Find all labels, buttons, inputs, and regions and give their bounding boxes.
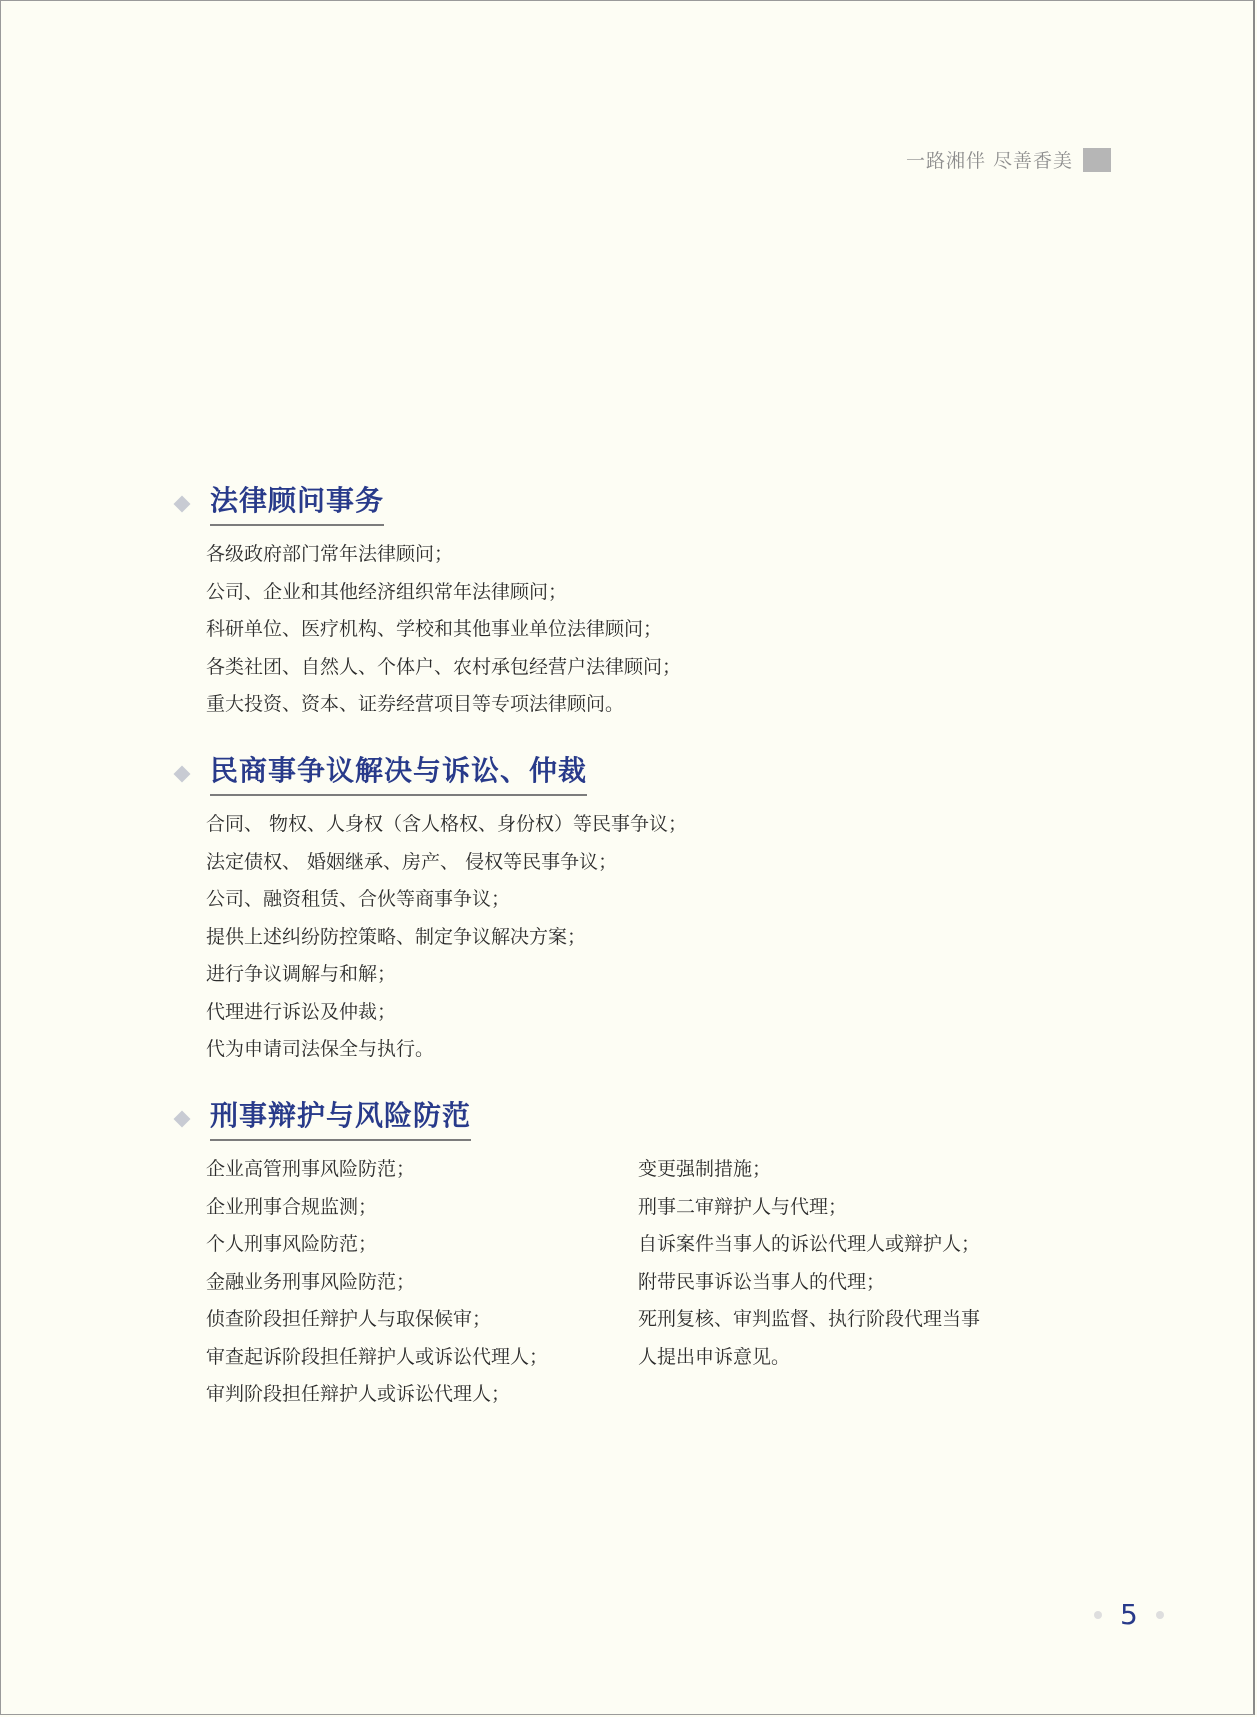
list-item: 侦查阶段担任辩护人与取保候审； — [206, 1308, 492, 1330]
list-item: 企业高管刑事风险防范； — [206, 1158, 416, 1180]
page-number-area — [1094, 1598, 1164, 1631]
diamond-bullet-icon — [174, 766, 191, 783]
item-list — [172, 806, 687, 1069]
list-item: 审判阶段担任辩护人或诉讼代理人； — [206, 1383, 511, 1405]
list-item: 代为申请司法保全与执行。 — [206, 1038, 435, 1060]
list-item: 进行争议调解与和解； — [206, 963, 397, 985]
list-item: 企业刑事合规监测； — [206, 1195, 378, 1218]
dot-right-icon — [1156, 1611, 1164, 1619]
list-item: 合同、 物权、人身权（含人格权、身份权）等民事争议； — [206, 813, 688, 835]
list-item: 法定债权、 婚姻继承、房产、 侵权等民事争议； — [206, 850, 618, 873]
diamond-bullet-icon — [174, 496, 191, 513]
right-column — [638, 1151, 980, 1414]
list-item: 个人刑事风险防范； — [206, 1233, 378, 1255]
list-item: 科研单位、医疗机构、学校和其他事业单位法律顾问； — [206, 618, 663, 640]
list-item: 死刑复核、审判监督、执行阶段代理当事 — [638, 1308, 981, 1330]
item-list — [172, 536, 681, 724]
list-item: 审查起诉阶段担任辩护人或诉讼代理人； — [206, 1345, 549, 1368]
list-item: 各级政府部门常年法律顾问； — [206, 543, 454, 565]
list-item: 人提出申诉意见。 — [638, 1345, 791, 1368]
list-item: 变更强制措施； — [638, 1158, 772, 1180]
list-item: 金融业务刑事风险防范； — [206, 1270, 416, 1293]
list-item: 公司、企业和其他经济组织常年法律顾问； — [206, 580, 568, 603]
page-number: 5 — [1120, 1598, 1138, 1631]
dot-left-icon — [1094, 1611, 1102, 1619]
list-item: 提供上述纠纷防控策略、制定争议解决方案； — [206, 925, 587, 948]
slogan-text: 一路湘伴 尽善香美 — [905, 150, 1073, 172]
list-item: 代理进行诉讼及仲裁； — [206, 1000, 397, 1023]
list-item: 附带民事诉讼当事人的代理； — [638, 1270, 886, 1293]
list-item: 各类社团、自然人、个体户、农村承包经营户法律顾问； — [206, 655, 682, 678]
list-item: 自诉案件当事人的诉讼代理人或辩护人； — [638, 1233, 981, 1255]
list-item: 重大投资、资本、证券经营项目等专项法律顾问。 — [206, 693, 625, 715]
section-civil-commercial — [172, 752, 687, 1069]
header-slogan — [906, 146, 1111, 173]
section-title: 民商事争议解决与诉讼、仲裁 — [210, 752, 587, 796]
two-column-list — [172, 1151, 980, 1414]
section-title: 刑事辩护与风险防范 — [210, 1097, 471, 1141]
section-head — [172, 1097, 980, 1141]
list-item: 刑事二审辩护人与代理； — [638, 1195, 848, 1218]
left-column — [206, 1151, 638, 1414]
slogan-block — [1083, 148, 1111, 172]
section-criminal-defense — [172, 1097, 980, 1414]
section-head — [172, 482, 681, 526]
diamond-bullet-icon — [174, 1111, 191, 1128]
list-item: 公司、融资租赁、合伙等商事争议； — [206, 888, 511, 910]
section-legal-counsel — [172, 482, 681, 724]
section-head — [172, 752, 687, 796]
section-title: 法律顾问事务 — [210, 482, 384, 526]
